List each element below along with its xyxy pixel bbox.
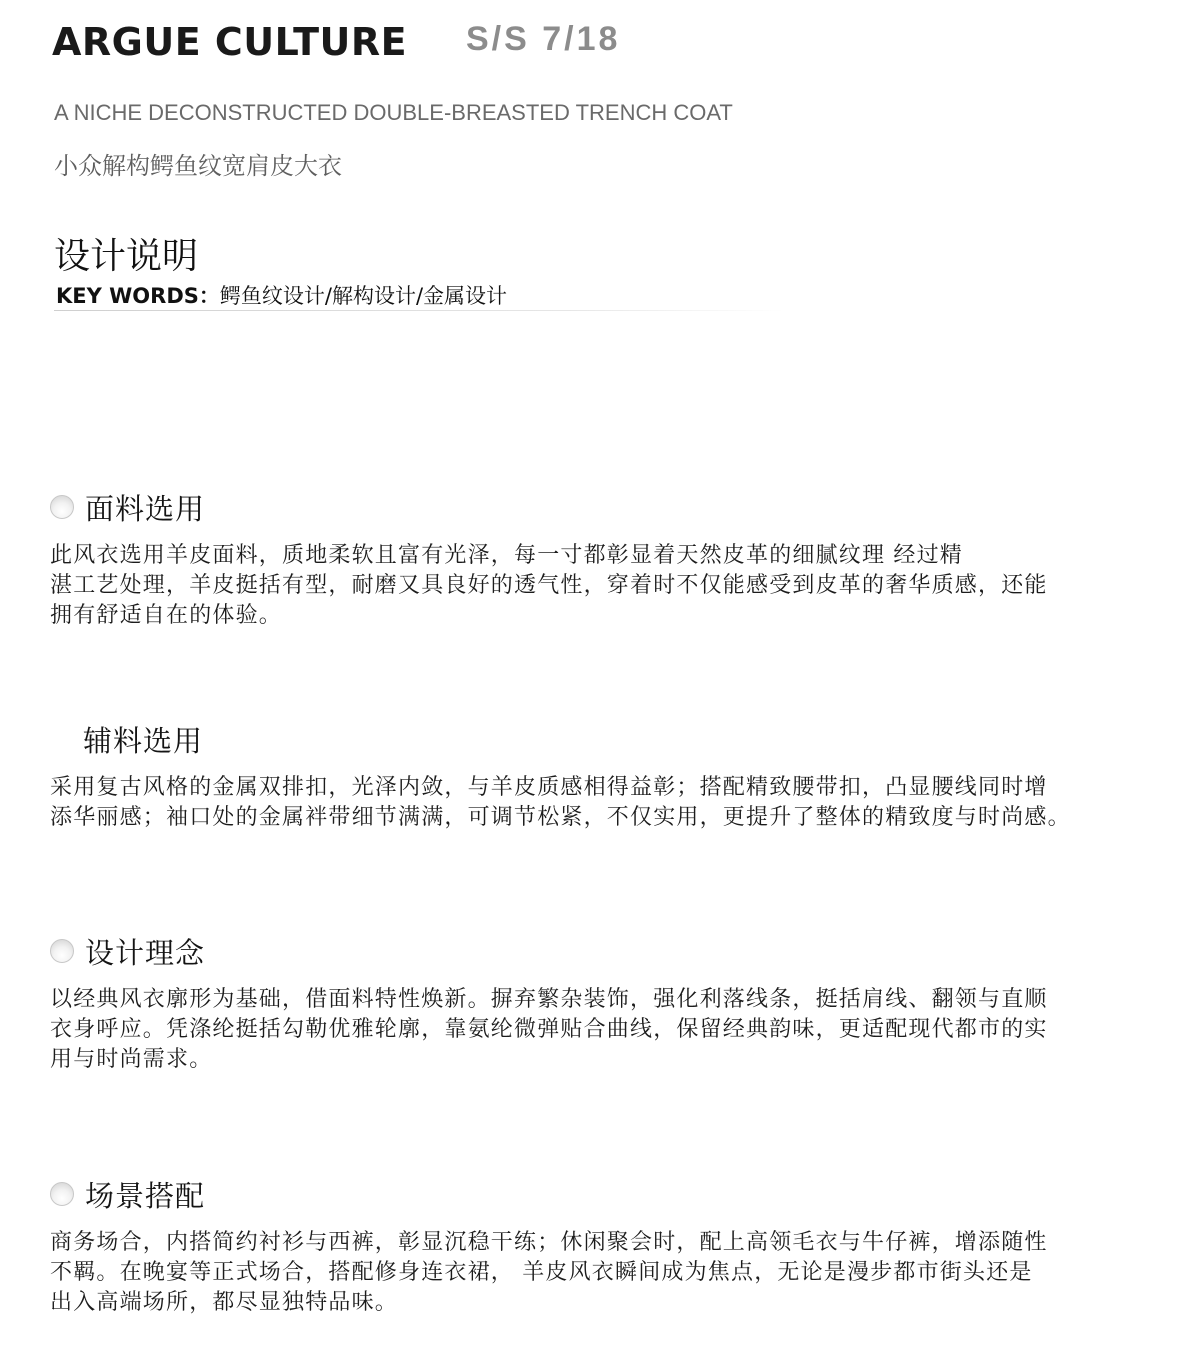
season-label: S/S 7/18 [466,20,621,58]
section-header [50,487,1170,527]
section-body: 采用复古风格的金属双排扣，光泽内敛，与羊皮质感相得益彰；搭配精致腰带扣，凸显腰线同时增 添华丽感；袖口处的金属袢带细节满满，可调节松紧，不仅实用，更提升了整体的精致度与时尚感。 [50,775,1071,830]
section-header [50,719,1170,759]
product-subtitle-en: A NICHE DECONSTRUCTED DOUBLE-BREASTED TRENCH COAT [54,100,733,125]
section-title: 辅料选用 [83,723,204,758]
product-subtitle-cn: 小众解构鳄鱼纹宽肩皮大衣 [54,152,342,180]
section-fabric [50,487,1170,631]
section-concept [50,931,1170,1075]
section-accessories [50,719,1170,833]
keywords-line [56,280,507,310]
design-title: 设计说明 [54,236,199,277]
section-title: 场景搭配 [85,1178,206,1213]
circle-bullet-icon [50,939,74,963]
keywords-divider [54,310,784,311]
section-body: 商务场合，内搭简约衬衫与西裤，彰显沉稳干练；休闲聚会时，配上高领毛衣与牛仔裤，增添随性 不羁。在晚宴等正式场合，搭配修身连衣裙， 羊皮风衣瞬间成为焦点，无论是漫步都市街头还是 出入高端场所，都尽显独特品味。 [50,1230,1048,1315]
keywords-value: 鳄鱼纹设计/解构设计/金属设计 [219,284,508,308]
brand-name: ARGUE CULTURE [52,20,408,64]
section-body: 此风衣选用羊皮面料，质地柔软且富有光泽，每一寸都彰显着天然皮革的细腻纹理 经过精 湛工艺处理，羊皮挺括有型，耐磨又具良好的透气性，穿着时不仅能感受到皮革的奢华质感，还能 拥有舒适自在的体验。 [50,543,1048,628]
section-header [50,931,1170,971]
circle-bullet-icon [50,495,74,519]
circle-bullet-icon [50,1182,74,1206]
keywords-label: KEY WORDS： [56,284,220,308]
section-title: 设计理念 [85,935,206,970]
section-scenes [50,1174,1170,1318]
bullet-spacer [50,728,72,750]
section-body: 以经典风衣廓形为基础，借面料特性焕新。摒弃繁杂装饰，强化利落线条，挺括肩线、翻领与直顺 衣身呼应。凭涤纶挺括勾勒优雅轮廓，靠氨纶微弹贴合曲线，保留经典韵味，更适配现代都市的实 用与时尚需求。 [50,987,1048,1072]
section-header [50,1174,1170,1214]
section-title: 面料选用 [85,491,206,526]
